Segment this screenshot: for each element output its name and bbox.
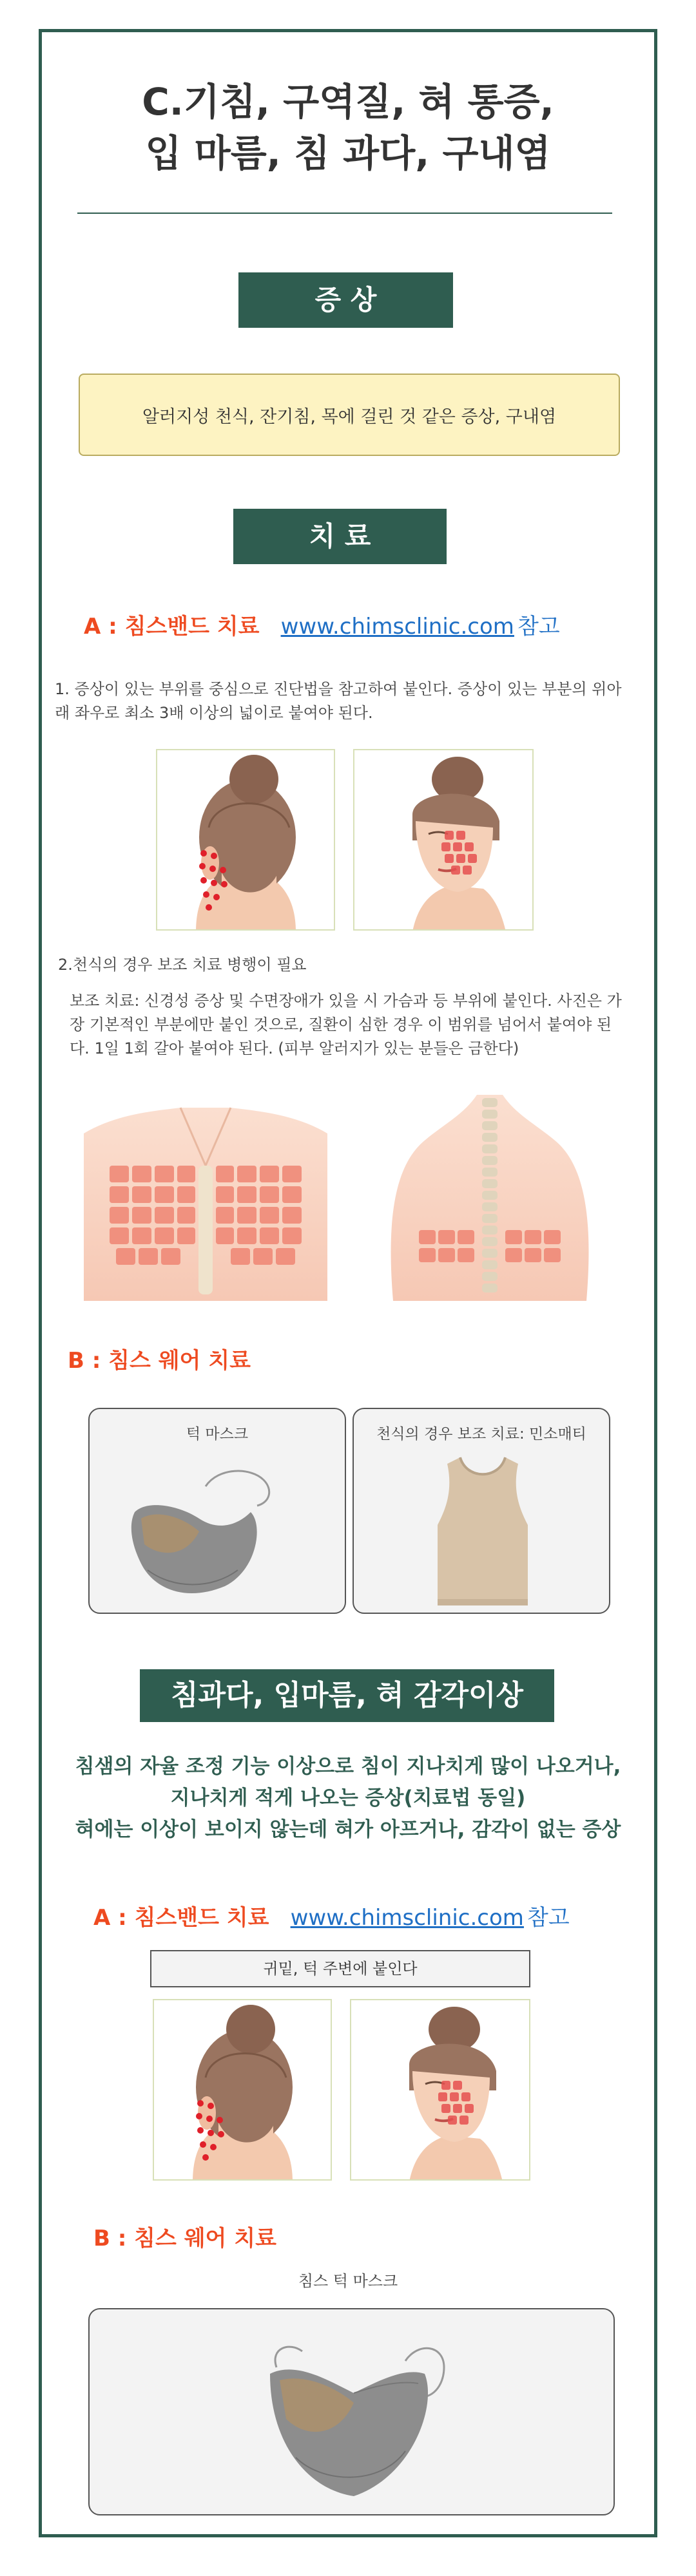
back-band-image bbox=[367, 1095, 612, 1301]
section2-a-heading bbox=[93, 1900, 570, 1931]
section2-note: 귀밑, 턱 주변에 붙인다 bbox=[150, 1950, 530, 1987]
card-chin-mask-caption: 턱 마스크 bbox=[186, 1426, 249, 1443]
head-back-image-2 bbox=[153, 1999, 332, 2181]
chin-mask-image bbox=[109, 1461, 328, 1602]
head-back-image bbox=[156, 749, 335, 931]
section-a-title: A : 침스밴드 치료 bbox=[84, 614, 260, 639]
step1-text: 1. 증상이 있는 부위를 중심으로 진단법을 참고하여 붙인다. 증상이 있는 부분의 위아래 좌우로 최소 3배 이상의 넓이로 붙여야 된다. bbox=[55, 680, 622, 722]
card-chin-mask-large bbox=[88, 2308, 615, 2515]
section2-desc-line2: 지나치게 적게 나오는 증상(치료법 동일) bbox=[170, 1786, 526, 1810]
section2-desc-line3: 혀에는 이상이 보이지 않는데 혀가 아프거나, 감각이 없는 증상 bbox=[75, 1818, 621, 1841]
section2-a-title: A : 침스밴드 치료 bbox=[93, 1905, 269, 1931]
section2-desc-line1: 침샘의 자율 조정 기능 이상으로 침이 지나치게 많이 나오거나, bbox=[75, 1755, 621, 1778]
step2-text: 2.천식의 경우 보조 치료 병행이 필요 bbox=[58, 956, 307, 974]
card-chin-mask bbox=[88, 1408, 346, 1614]
card-sleeveless-shirt bbox=[353, 1408, 610, 1614]
chest-band-image bbox=[84, 1095, 327, 1301]
reference-text: 참고 bbox=[517, 614, 560, 639]
clinic-link[interactable]: www.chimsclinic.com bbox=[280, 614, 514, 639]
symptoms-box bbox=[79, 374, 620, 456]
sleeveless-shirt-image bbox=[431, 1454, 534, 1609]
band-dots-ear-2 bbox=[193, 2097, 231, 2161]
section2-b-title: B : 침스 웨어 치료 bbox=[93, 2226, 276, 2251]
band-patch-cheek-2 bbox=[435, 2078, 480, 2129]
band-dots-ear bbox=[196, 847, 235, 911]
section2-label: 침과다, 입마름, 혀 감각이상 bbox=[140, 1669, 554, 1722]
reference-text-2: 참고 bbox=[527, 1905, 570, 1931]
page-title-line1: C.기침, 구역질, 혀 통증, bbox=[142, 80, 554, 124]
page-title-line2: 입 마름, 침 과다, 구내염 bbox=[145, 131, 551, 175]
chin-mask-large-image bbox=[251, 2322, 457, 2509]
band-patch-cheek bbox=[438, 828, 483, 879]
card-shirt-caption: 천식의 경우 보조 치료: 민소매티 bbox=[376, 1426, 586, 1443]
step2-detail-text: 보조 치료: 신경성 증상 및 수면장애가 있을 시 가슴과 등 부위에 붙인다. 사진은 가장 기본적인 부분에만 붙인 것으로, 질환이 심한 경우 이 범위를 넘어서 붙여야 된다. 1일 1회 갈아 붙여야 된다. (피부 알러지가 있는 분들은 금한다) bbox=[70, 992, 622, 1057]
face-side-image bbox=[353, 749, 534, 931]
section-a-heading bbox=[84, 609, 560, 640]
symptoms-label: 증 상 bbox=[238, 272, 453, 328]
mask-caption: 침스 턱 마스크 bbox=[298, 2272, 398, 2290]
title-divider bbox=[77, 213, 612, 214]
treatment-label: 치 료 bbox=[233, 509, 447, 564]
section-b-title: B : 침스 웨어 치료 bbox=[68, 1348, 251, 1374]
face-side-image-2 bbox=[350, 1999, 530, 2181]
clinic-link-2[interactable]: www.chimsclinic.com bbox=[290, 1905, 524, 1931]
symptoms-text: 알러지성 천식, 잔기침, 목에 걸린 것 같은 증상, 구내염 bbox=[142, 406, 557, 427]
